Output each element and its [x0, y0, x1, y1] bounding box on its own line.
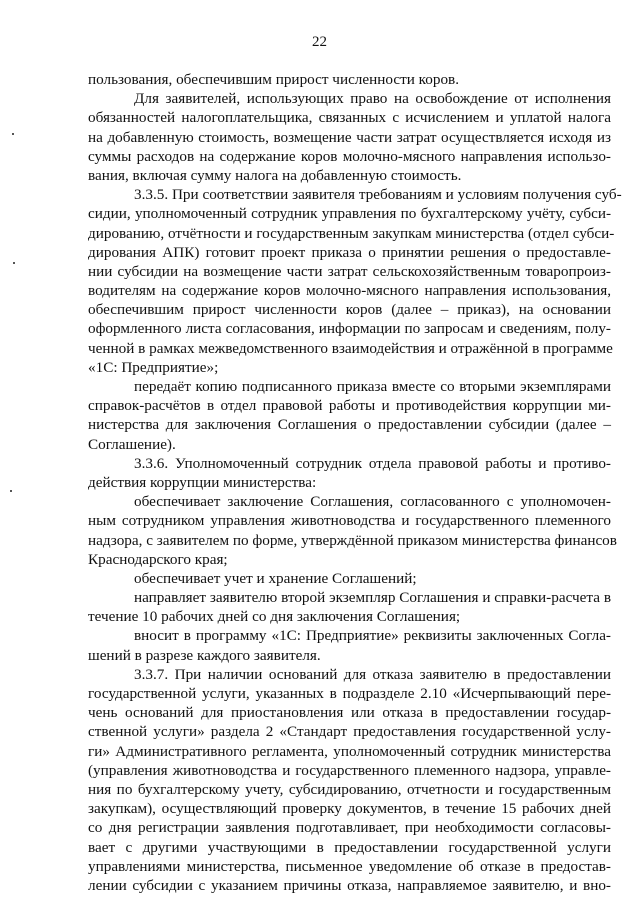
- page-number: 22: [312, 34, 327, 50]
- text-line: течение 10 рабочих дней со дня заключения Соглашения;: [88, 608, 461, 626]
- text-line: управлениями министерства, письменное уведомление об отказе в предостав-: [88, 857, 611, 875]
- text-line: ственной услуги» раздела 2 «Стандарт предоставления государственной услу-: [88, 723, 611, 741]
- text-line: чень оснований для приостановления или отказа в предоставлении государ-: [88, 704, 611, 722]
- text-line: ния по бухгалтерскому учету, субсидированию, отчетности и государственным: [88, 780, 611, 798]
- text-line: 3.3.5. При соответствии заявителя требованиям и условиям получения суб-: [134, 186, 622, 204]
- text-line: нии субсидии на возмещение части затрат сельскохозяйственным товаропроиз-: [88, 262, 611, 280]
- text-line: вания, включая сумму налога на добавленную стоимость.: [88, 166, 462, 184]
- text-line: ги» Административного регламента, уполномоченный сотрудник министерства: [88, 742, 611, 760]
- scan-speck: [13, 262, 15, 264]
- text-line: надзора, с заявителем по форме, утверждённой приказом министерства финансов: [88, 531, 617, 549]
- text-line: обеспечивает учет и хранение Соглашений;: [134, 569, 417, 587]
- text-line: справок-расчётов в отдел правовой работы и противодействия коррупции ми-: [88, 397, 611, 415]
- text-line: Для заявителей, использующих право на освобождение от исполнения: [134, 90, 611, 108]
- text-line: направляет заявителю второй экземпляр Соглашения и справки-расчета в: [134, 589, 611, 607]
- text-line: на добавленную стоимость, возмещение части затрат осуществляется исходя из: [88, 128, 611, 146]
- scan-speck: [10, 490, 12, 492]
- text-line: вносит в программу «1С: Предприятие» реквизиты заключенных Согла-: [134, 627, 611, 645]
- scan-speck: [12, 133, 14, 135]
- text-line: обязанностей налогоплательщика, связанных с исчислением и уплатой налога: [88, 109, 611, 127]
- text-line: дированию, отчётности и государственным закупкам министерства (отдел субси-: [88, 224, 615, 242]
- text-line: передаёт копию подписанного приказа вместе со вторыми экземплярами: [134, 378, 611, 395]
- text-line: ченной в рамках межведомственного взаимодействия и отражённой в программе: [88, 339, 613, 357]
- text-line: «1С: Предприятие»;: [88, 358, 219, 376]
- text-line: обеспечивает заключение Соглашения, согласованного с уполномочен-: [134, 493, 611, 511]
- text-line: со дня регистрации заявления подготавливает, при необходимости согласовы-: [88, 819, 611, 837]
- text-line: водителям на содержание коров молочно-мясного направления использования,: [88, 282, 611, 300]
- text-line: дирования АПК) готовит проект приказа о принятии решения о предоставле-: [88, 243, 611, 261]
- text-line: ным сотрудником управления животноводства и государственного племенного: [88, 512, 611, 530]
- text-line: сидии, уполномоченный сотрудник управления по бухгалтерскому учёту, субси-: [88, 205, 611, 223]
- text-line: закупкам), осуществляющий проверку документов, в течение 15 рабочих дней: [88, 800, 611, 818]
- text-line: Соглашение).: [88, 435, 176, 453]
- document-body: [88, 70, 622, 895]
- text-line: вает с другими участвующими в предоставлении государственной услуги: [88, 838, 611, 856]
- text-line: 3.3.7. При наличии оснований для отказа заявителю в предоставлении: [134, 665, 611, 683]
- text-line: шений в разрезе каждого заявителя.: [88, 646, 321, 664]
- text-line: обеспечившим прирост численности коров (далее – приказ), на основании: [88, 301, 611, 319]
- text-line: (управления животноводства и государственного племенного надзора, управле-: [88, 761, 611, 779]
- text-line: нистерства для заключения Соглашения о предоставлении субсидии (далее –: [88, 416, 611, 434]
- text-line: государственной услуги, указанных в подразделе 2.10 «Исчерпывающий пере-: [88, 685, 611, 702]
- text-line: 3.3.6. Уполномоченный сотрудник отдела правовой работы и противо-: [134, 454, 611, 472]
- text-line: действия коррупции министерства:: [88, 473, 317, 491]
- text-line: лении субсидии с указанием причины отказа, направляемое заявителю, и вно-: [88, 876, 611, 894]
- text-line: оформленного листа согласования, информации по запросам и сведениям, полу-: [88, 320, 611, 338]
- text-line: пользования, обеспечившим прирост численности коров.: [88, 71, 460, 88]
- text-line: Краснодарского края;: [88, 550, 228, 568]
- text-line: суммы расходов на содержание коров молочно-мясного направления использо-: [88, 147, 611, 165]
